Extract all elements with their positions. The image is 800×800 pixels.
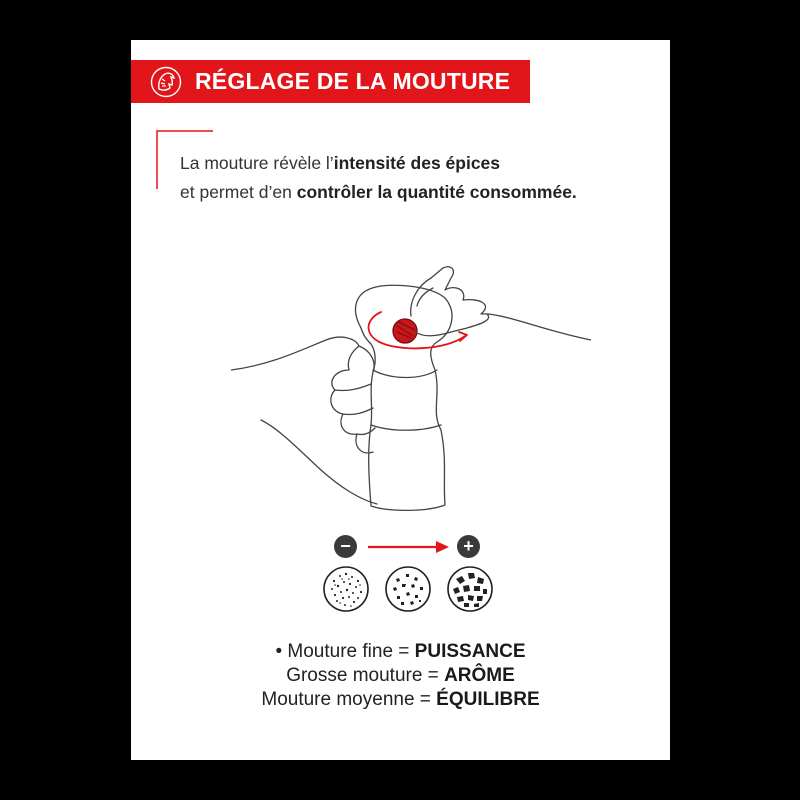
intro-line-1 [180,149,650,178]
legend-item-fine [131,640,670,664]
page-title: RÉGLAGE DE LA MOUTURE [195,68,511,94]
intro-line-1-regular: La mouture révèle l’ [180,153,334,173]
intro-line-2-regular: et permet d’en [180,182,297,202]
legend-label: Mouture moyenne = [261,689,437,710]
title-banner [131,60,530,103]
info-card [131,40,670,760]
grind-legend [131,640,670,712]
legend-value: PUISSANCE [414,641,526,662]
legend-item-coarse [131,664,670,688]
plus-icon: + [457,535,480,558]
lion-head-icon [149,65,183,99]
intro-line-1-bold: intensité des épices [333,153,501,173]
minus-icon: − [334,535,357,558]
legend-item-medium [131,688,670,712]
legend-value: ARÔME [444,665,515,686]
medium-grind-icon [384,565,432,613]
bottom-hand-outline [231,337,377,504]
top-hand-outline [411,267,591,340]
pepper-mill-hands-illustration [231,220,591,520]
legend-value: ÉQUILIBRE [436,689,540,710]
intro-line-2-bold: contrôler la quantité consommée. [296,182,577,202]
legend-label: Grosse mouture = [286,665,445,686]
grind-scale [311,530,501,620]
fine-grind-icon [322,565,370,613]
intro-line-2 [180,178,650,207]
mill-neck-ring [373,370,437,378]
arrow-right-icon [366,540,451,554]
coarse-grind-icon [446,565,494,613]
legend-label: • Mouture fine = [275,641,415,662]
intro-text [180,149,650,207]
